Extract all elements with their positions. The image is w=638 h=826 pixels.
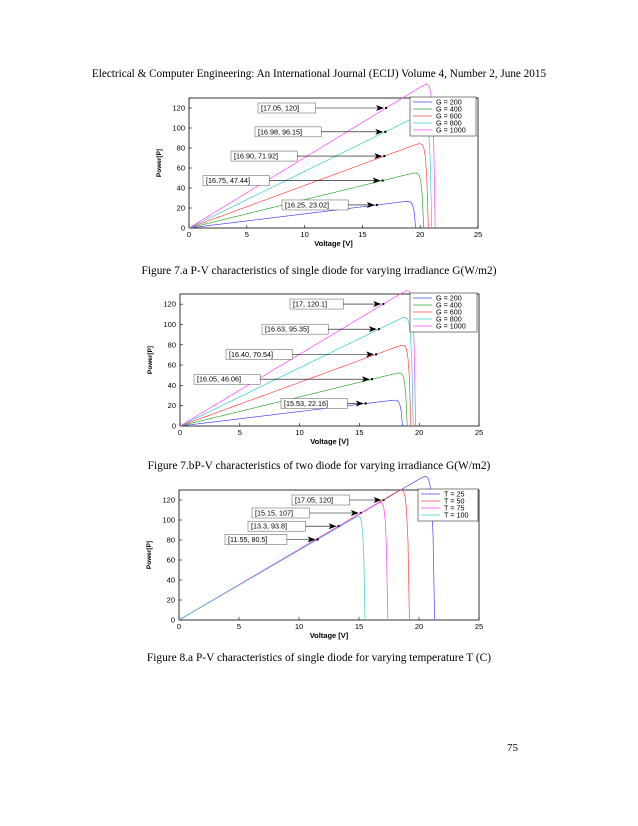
annotation-label: [16.40, 70.54] <box>229 349 273 359</box>
annotation-label: [16.05, 46.06] <box>197 374 241 384</box>
x-tick-label: 25 <box>474 622 484 631</box>
x-tick-label: 5 <box>244 230 249 239</box>
annotation-label: [16.63, 95.35] <box>265 324 309 334</box>
peak-point <box>383 155 385 157</box>
x-tick-label: 10 <box>295 428 304 437</box>
y-tick-label: 80 <box>167 340 176 350</box>
legend-entry: G = 400 <box>436 300 462 310</box>
x-tick-label: 20 <box>415 428 424 437</box>
journal-header: Electrical & Computer Engineering: An International Journal (ECIJ) Volume 4, Number 2, June 2015 <box>91 68 547 80</box>
annotation-label: [16.25, 23.02] <box>285 200 329 210</box>
legend-entry: G = 1000 <box>436 125 466 135</box>
x-tick-label: 0 <box>176 622 182 631</box>
annotation-label: [16.90, 71.92] <box>234 151 278 161</box>
series-line <box>179 503 388 621</box>
y-tick-label: 0 <box>170 615 175 625</box>
x-axis-label: Voltage [V] <box>309 631 349 640</box>
x-tick-label: 15 <box>358 230 367 239</box>
figure-7b-chart <box>0 290 638 446</box>
y-tick-label: 60 <box>166 555 175 565</box>
peak-point <box>381 179 383 181</box>
figure-7a-chart <box>0 94 638 248</box>
peak-point <box>371 378 373 380</box>
legend-entry: T = 25 <box>444 489 465 499</box>
x-tick-label: 25 <box>473 230 483 239</box>
figure-8a-chart <box>0 486 638 640</box>
peak-point <box>375 353 377 355</box>
peak-point <box>385 107 387 109</box>
legend-entry: G = 600 <box>436 307 462 317</box>
legend-entry: G = 600 <box>436 111 462 121</box>
annotation-label: [17.05, 120] <box>295 495 333 505</box>
x-tick-label: 10 <box>294 622 304 631</box>
peak-point <box>365 402 367 404</box>
legend-entry: G = 200 <box>436 97 462 107</box>
legend-entry: T = 75 <box>444 503 465 513</box>
legend-entry: G = 800 <box>436 118 462 128</box>
annotation-label: [15.15, 107] <box>255 508 293 518</box>
y-tick-label: 80 <box>176 143 185 153</box>
peak-point <box>316 538 318 540</box>
y-tick-label: 80 <box>166 535 175 545</box>
peak-point <box>382 303 384 305</box>
y-tick-label: 40 <box>166 575 175 585</box>
x-tick-label: 20 <box>416 230 425 239</box>
annotation-label: [17, 120.1] <box>293 299 327 309</box>
peak-point <box>376 204 378 206</box>
figure-7b-caption: Figure 7.bP-V characteristics of two diode for varying irradiance G(W/m2) <box>147 460 491 472</box>
x-tick-label: 0 <box>177 428 183 437</box>
legend-entry: G = 800 <box>436 314 462 324</box>
x-tick-label: 15 <box>354 622 364 631</box>
legend-entry: G = 200 <box>436 293 462 303</box>
y-tick-label: 20 <box>166 595 175 605</box>
figure-7a-caption: Figure 7.a P-V characteristics of single diode for varying irradiance G(W/m2) <box>141 265 497 277</box>
annotation-label: [15.53, 22.16] <box>284 398 328 408</box>
legend-entry: T = 50 <box>444 496 465 506</box>
y-tick-label: 60 <box>167 360 176 370</box>
y-tick-label: 40 <box>167 380 176 390</box>
annotation-label: [11.55, 80.5] <box>228 535 268 544</box>
annotation-label: [16.98, 96.15] <box>258 127 302 137</box>
annotation-label: [13.3, 93.8] <box>251 521 287 531</box>
y-tick-label: 0 <box>180 223 185 233</box>
x-tick-label: 5 <box>237 428 242 437</box>
y-tick-label: 60 <box>176 163 185 173</box>
page-number: 75 <box>507 742 518 754</box>
y-tick-label: 120 <box>163 299 176 309</box>
annotation-label: [16.75, 47.44] <box>206 176 250 186</box>
x-tick-label: 15 <box>355 428 364 437</box>
y-axis-label: Power[P] <box>156 148 163 178</box>
y-tick-label: 40 <box>176 183 185 193</box>
y-tick-label: 100 <box>162 515 175 525</box>
x-axis-label: Voltage [V] <box>314 239 353 248</box>
y-tick-label: 100 <box>163 319 176 329</box>
y-tick-label: 20 <box>176 203 185 213</box>
y-axis-label: Power[P] <box>147 345 154 375</box>
x-tick-label: 5 <box>236 622 242 631</box>
legend-entry: G = 400 <box>436 104 462 114</box>
peak-point <box>378 328 380 330</box>
x-axis-label: Voltage [V] <box>310 437 349 446</box>
series-line <box>179 517 365 620</box>
x-tick-label: 20 <box>414 622 424 631</box>
x-tick-label: 25 <box>474 428 484 437</box>
y-tick-label: 120 <box>172 103 185 113</box>
x-tick-label: 10 <box>300 230 309 239</box>
y-tick-label: 100 <box>172 123 185 133</box>
y-tick-label: 120 <box>162 495 175 505</box>
legend-entry: G = 1000 <box>436 321 466 331</box>
x-tick-label: 0 <box>186 230 192 239</box>
y-tick-label: 0 <box>171 421 176 431</box>
series-line <box>180 345 411 426</box>
figure-8a-caption: Figure 8.a P-V characteristics of single diode for varying temperature T (C) <box>146 652 492 664</box>
annotation-label: [17.05, 120] <box>261 103 299 113</box>
peak-point <box>384 131 386 133</box>
y-tick-label: 20 <box>167 401 176 411</box>
y-axis-label: Power[P] <box>146 540 153 570</box>
legend-entry: T = 100 <box>444 510 469 520</box>
